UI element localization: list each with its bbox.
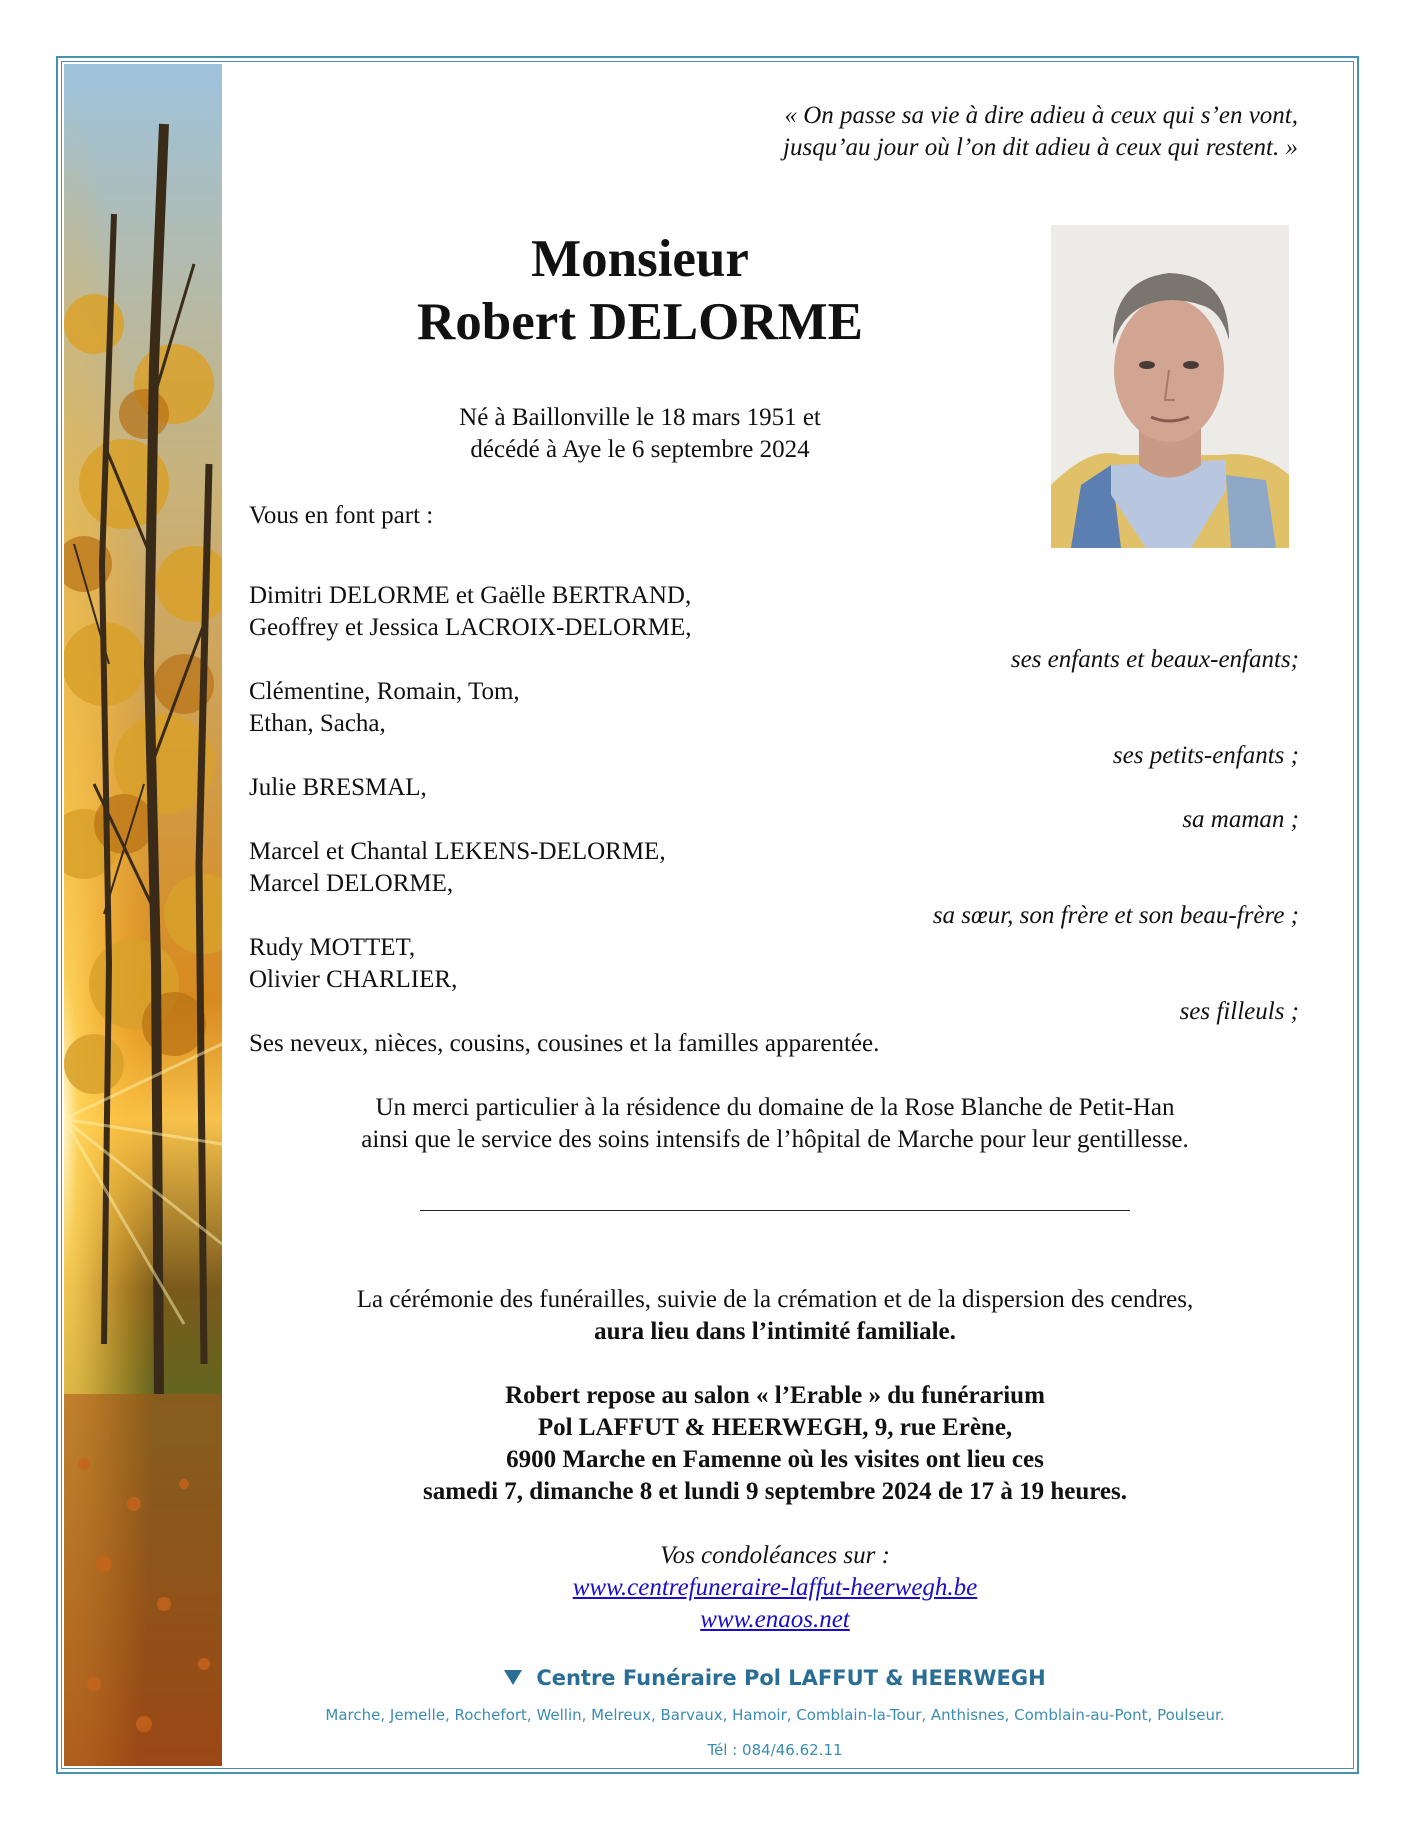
quote-line-2: jusqu’au jour où l’on dit adieu à ceux qui restent. » xyxy=(783,134,1298,161)
family-name-line: Ethan, Sacha, xyxy=(249,710,386,737)
thanks-line-2: ainsi que le service des soins intensifs de l’hôpital de Marche pour leur gentillesse. xyxy=(361,1126,1189,1153)
funeral-center-link[interactable]: www.centrefuneraire-laffut-heerwegh.be xyxy=(572,1574,978,1601)
birth-death-info xyxy=(340,402,940,466)
autumn-forest-image xyxy=(64,64,222,1766)
death-line: décédé à Aye le 6 septembre 2024 xyxy=(470,436,810,463)
footer-locations: Marche, Jemelle, Rochefort, Wellin, Melreux, Barvaux, Hamoir, Comblain-la-Tour, Anthisnes, Comblain-au-Pont, Poulseur. xyxy=(325,1706,1225,1724)
family-group-mother xyxy=(249,772,427,804)
family-name-line: Marcel DELORME, xyxy=(249,870,454,897)
triangle-down-icon xyxy=(504,1670,522,1685)
family-name-line: Marcel et Chantal LEKENS-DELORME, xyxy=(249,838,666,865)
visitation-paragraph xyxy=(222,1380,1328,1508)
footer-phone: Tél : 084/46.62.11 xyxy=(707,1741,843,1759)
extended-family: Ses neveux, nièces, cousins, cousines et la familles apparentée. xyxy=(249,1030,880,1057)
family-name-line: Dimitri DELORME et Gaëlle BERTRAND, xyxy=(249,582,692,609)
relation-siblings: sa sœur, son frère et son beau-frère ; xyxy=(932,902,1299,929)
deceased-name: Robert DELORME xyxy=(416,293,864,351)
family-group-siblings xyxy=(249,836,666,900)
visitation-line-1: Robert repose au salon « l’Erable » du funérarium xyxy=(505,1382,1045,1409)
family-group-children xyxy=(249,580,692,644)
family-name-line: Julie BRESMAL, xyxy=(249,774,427,801)
deceased-title xyxy=(320,228,960,354)
relation-mother: sa maman ; xyxy=(1182,806,1299,833)
thanks-line-1: Un merci particulier à la résidence du domaine de la Rose Blanche de Petit-Han xyxy=(375,1094,1175,1121)
ceremony-line-1: La cérémonie des funérailles, suivie de la crémation et de la dispersion des cendres, xyxy=(356,1286,1194,1313)
portrait-photo xyxy=(1051,225,1289,548)
ceremony-paragraph xyxy=(222,1284,1328,1348)
visitation-line-2: Pol LAFFUT & HEERWEGH, 9, rue Erène, xyxy=(537,1414,1013,1441)
relation-godchildren: ses filleuls ; xyxy=(1179,998,1299,1025)
family-group-godchildren xyxy=(249,932,457,996)
visitation-line-4: samedi 7, dimanche 8 et lundi 9 septembre 2024 de 17 à 19 heures. xyxy=(423,1478,1127,1505)
thanks-paragraph xyxy=(222,1092,1328,1156)
footer-company xyxy=(222,1664,1328,1692)
visitation-line-3: 6900 Marche en Famenne où les visites ont lieu ces xyxy=(506,1446,1044,1473)
salutation: Monsieur xyxy=(531,230,749,288)
condolences-section xyxy=(222,1540,1328,1636)
condolences-label: Vos condoléances sur : xyxy=(660,1542,890,1569)
relation-grandchildren: ses petits-enfants ; xyxy=(1112,742,1299,769)
enaos-link[interactable]: www.enaos.net xyxy=(700,1606,850,1633)
intro-text: Vous en font part : xyxy=(249,502,434,529)
family-group-grandchildren xyxy=(249,676,520,740)
company-name: Centre Funéraire Pol LAFFUT & HEERWEGH xyxy=(536,1666,1046,1690)
family-name-line: Geoffrey et Jessica LACROIX-DELORME, xyxy=(249,614,692,641)
family-name-line: Rudy MOTTET, xyxy=(249,934,416,961)
opening-quote xyxy=(598,100,1298,164)
ceremony-line-2: aura lieu dans l’intimité familiale. xyxy=(594,1318,956,1345)
birth-line: Né à Baillonville le 18 mars 1951 et xyxy=(459,404,821,431)
family-name-line: Olivier CHARLIER, xyxy=(249,966,458,993)
quote-line-1: « On passe sa vie à dire adieu à ceux qui s’en vont, xyxy=(784,102,1298,129)
family-name-line: Clémentine, Romain, Tom, xyxy=(249,678,520,705)
separator-line xyxy=(420,1210,1130,1211)
relation-children: ses enfants et beaux-enfants; xyxy=(1010,646,1299,673)
